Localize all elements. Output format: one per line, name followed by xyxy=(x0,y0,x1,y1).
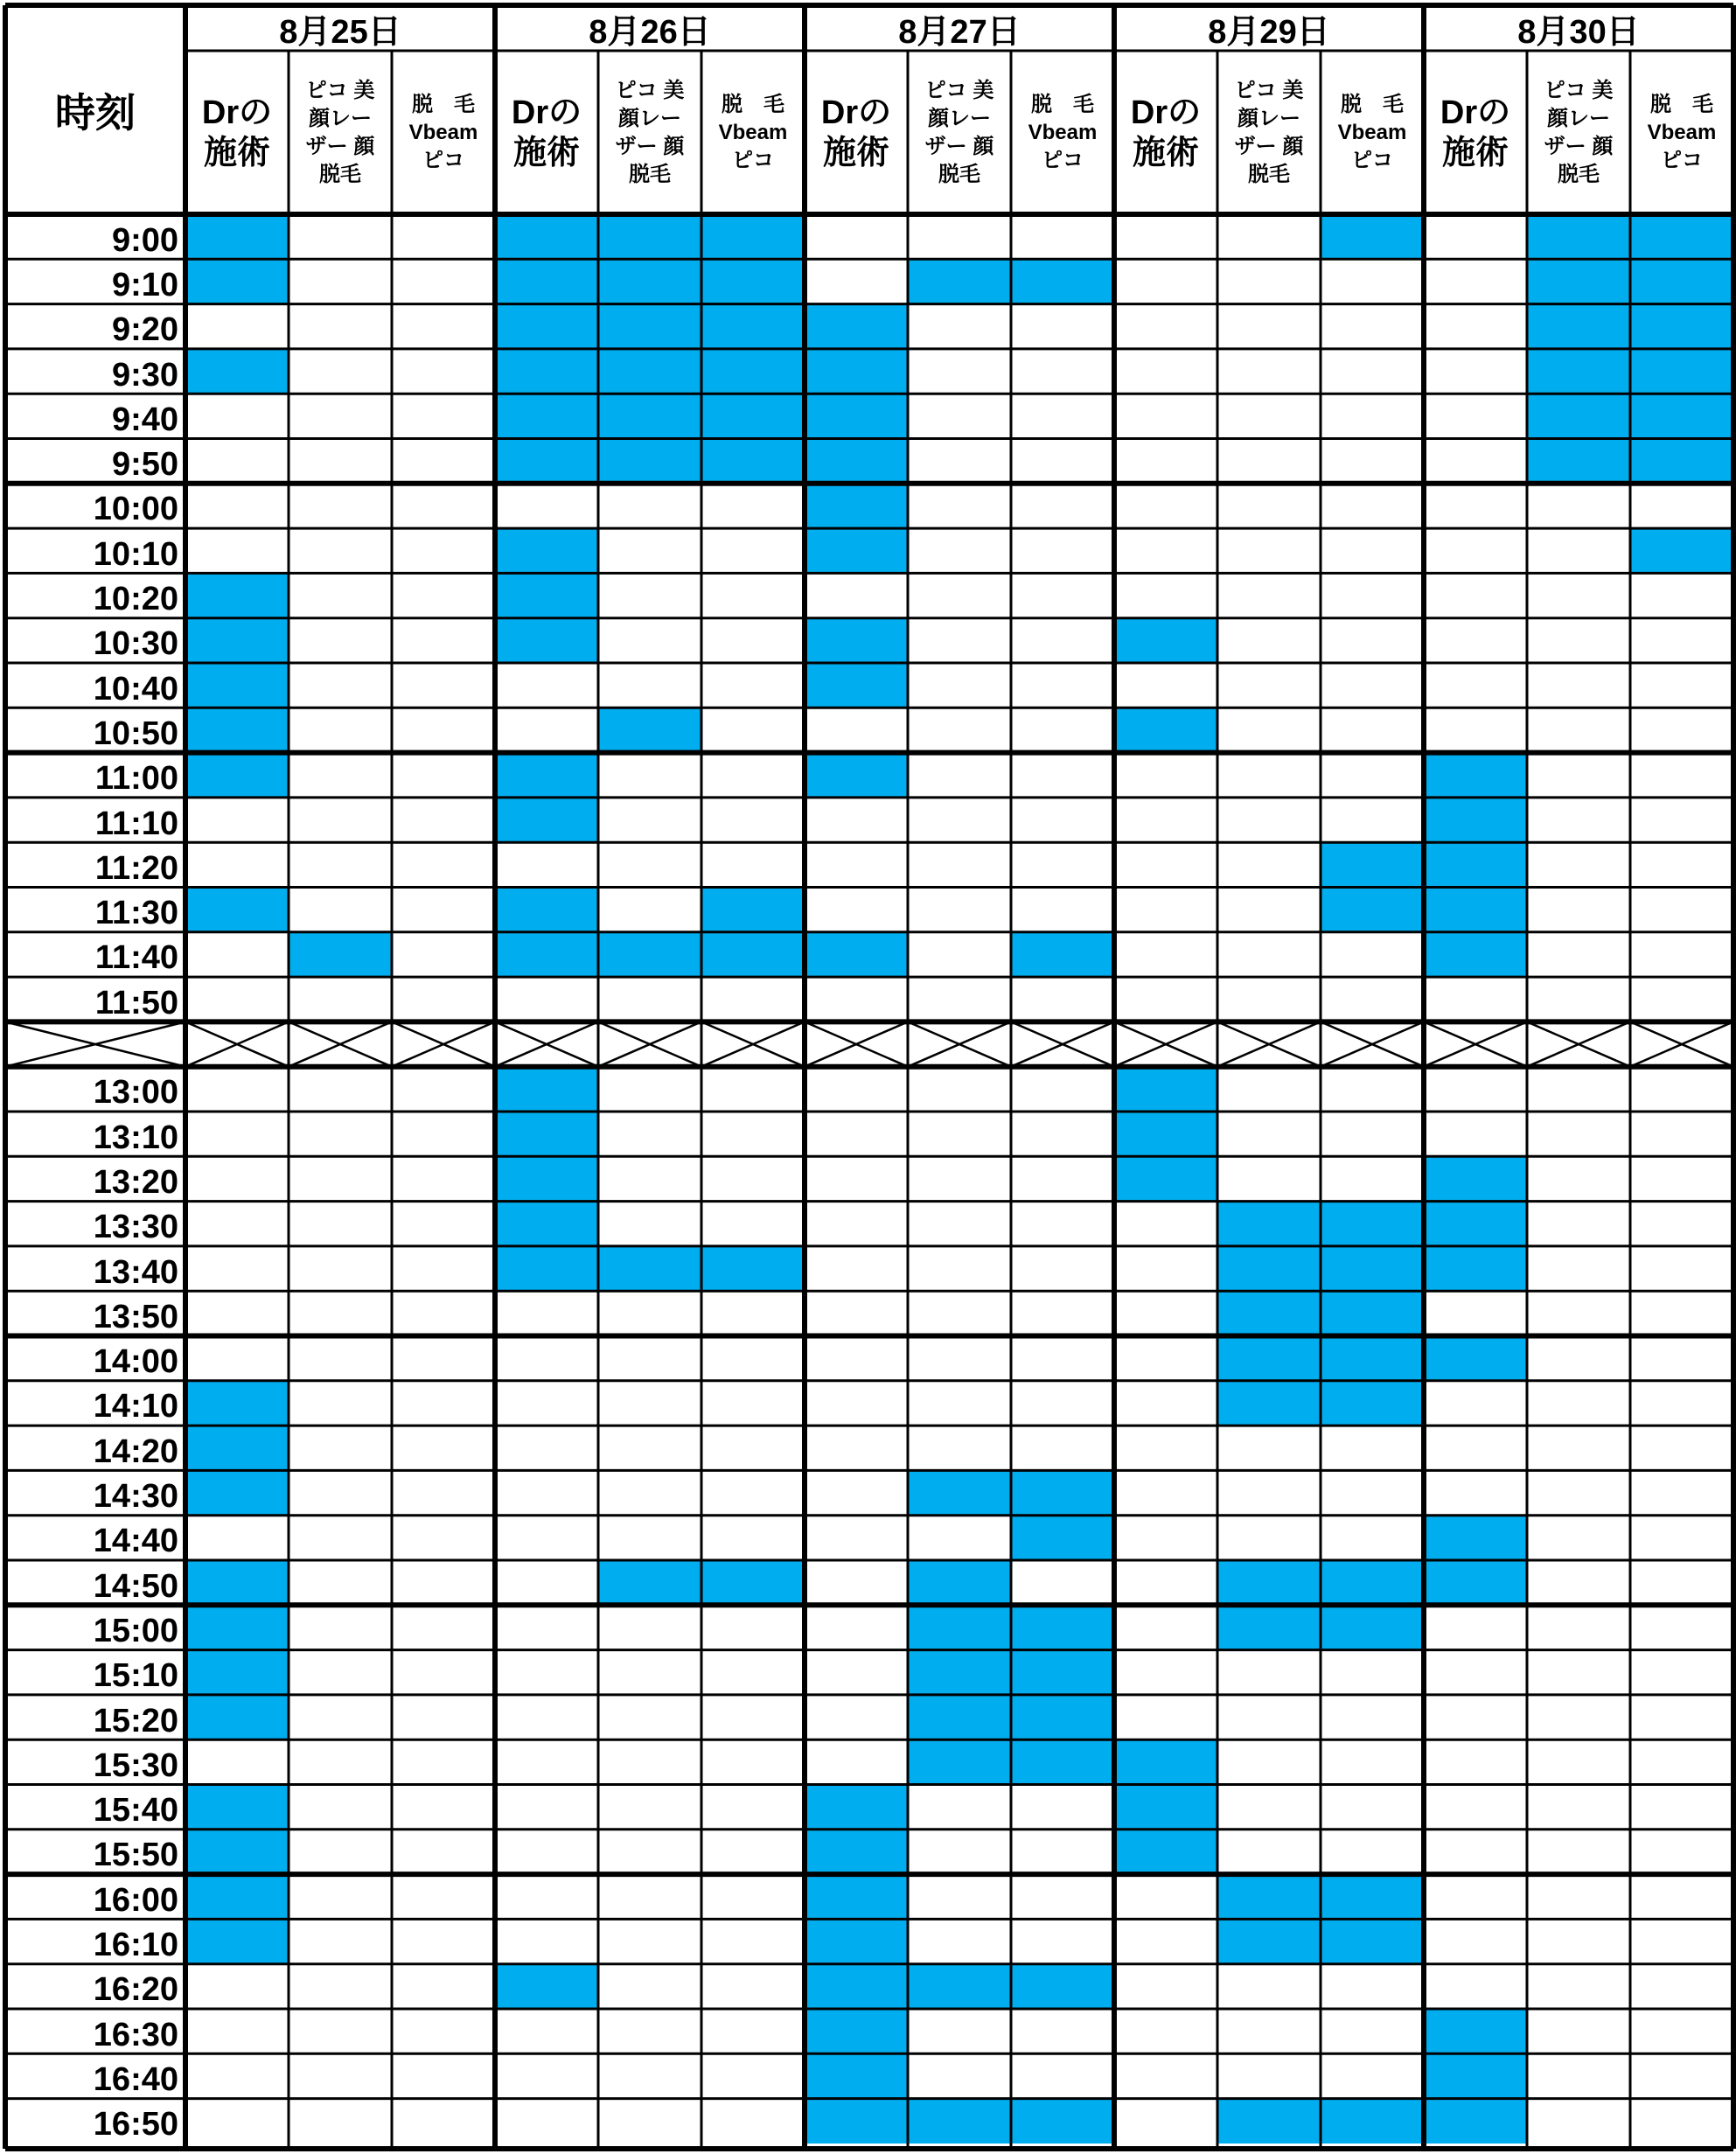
time-label: 13:50 xyxy=(93,1298,178,1335)
column-header-line: ピコ xyxy=(422,148,464,172)
time-label: 14:10 xyxy=(93,1388,178,1426)
time-label: 9:40 xyxy=(111,401,178,438)
column-header-line: 顔レー xyxy=(618,106,681,130)
time-label: 10:20 xyxy=(93,581,178,618)
column-header-line: 脱 毛 xyxy=(722,92,784,116)
column-header-line: ピコ xyxy=(1351,148,1393,172)
time-label: 15:10 xyxy=(93,1657,178,1695)
column-header-line: Vbeam xyxy=(1028,120,1098,144)
column-header-line: 脱 毛 xyxy=(1650,92,1713,116)
time-label: 16:00 xyxy=(93,1881,178,1919)
time-label: 10:30 xyxy=(93,625,178,663)
column-header-line: 脱毛 xyxy=(1248,162,1290,186)
column-header-line: ピコ xyxy=(1661,148,1703,172)
time-label: 15:40 xyxy=(93,1792,178,1830)
column-header-line: 施術 xyxy=(1441,134,1509,171)
column-header-line: 脱 毛 xyxy=(412,92,475,116)
time-label: 16:20 xyxy=(93,1971,178,2009)
date-header: 8月30日 xyxy=(1517,13,1640,51)
column-header-line: ピコ 美 xyxy=(924,78,994,102)
time-label: 15:50 xyxy=(93,1837,178,1874)
time-label: 16:10 xyxy=(93,1927,178,1964)
time-label: 13:20 xyxy=(93,1163,178,1201)
date-header: 8月29日 xyxy=(1208,13,1330,51)
column-header-line: Drの xyxy=(1130,94,1202,131)
column-header-line: ピコ xyxy=(732,148,774,172)
time-label: 16:30 xyxy=(93,2016,178,2053)
column-header-line: Vbeam xyxy=(718,120,788,144)
time-label: 14:00 xyxy=(93,1343,178,1381)
time-label: 10:10 xyxy=(93,535,178,573)
time-label: 11:50 xyxy=(94,984,178,1021)
column-header-line: 脱毛 xyxy=(938,162,980,186)
column-header-line: ピコ xyxy=(1042,148,1084,172)
column-header-line: 脱毛 xyxy=(1558,162,1600,186)
column-header-line: 施術 xyxy=(1132,134,1199,171)
time-label: 11:30 xyxy=(94,895,178,932)
column-header-line: 顔レー xyxy=(1238,106,1300,130)
column-header-line: ピコ 美 xyxy=(1544,78,1614,102)
column-header-line: 施術 xyxy=(512,134,580,171)
time-label: 13:10 xyxy=(93,1119,178,1156)
column-header-line: 脱毛 xyxy=(629,162,671,186)
time-label: 14:40 xyxy=(93,1523,178,1560)
column-header-line: ピコ 美 xyxy=(615,78,685,102)
time-label: 9:30 xyxy=(111,356,178,394)
time-column-header: 時刻 xyxy=(55,89,136,136)
time-label: 10:00 xyxy=(93,491,178,528)
column-header-line: 施術 xyxy=(822,134,889,171)
column-header-line: ザー 顔 xyxy=(1234,134,1304,158)
column-header-line: Vbeam xyxy=(1647,120,1717,144)
column-header-line: Vbeam xyxy=(1337,120,1407,144)
date-header: 8月26日 xyxy=(589,13,711,51)
time-label: 11:00 xyxy=(94,760,178,798)
date-header: 8月25日 xyxy=(279,13,401,51)
time-label: 13:00 xyxy=(93,1074,178,1112)
column-header-line: 脱 毛 xyxy=(1031,92,1094,116)
time-label: 11:20 xyxy=(94,849,178,887)
column-header-line: ザー 顔 xyxy=(1544,134,1614,158)
column-header-line: 顔レー xyxy=(309,106,372,130)
date-header: 8月27日 xyxy=(898,13,1021,51)
time-label: 13:40 xyxy=(93,1253,178,1291)
time-label: 16:50 xyxy=(93,2106,178,2144)
column-header-line: Drの xyxy=(820,94,892,131)
column-header-line: 施術 xyxy=(203,134,270,171)
column-header-line: Vbeam xyxy=(408,120,478,144)
column-header-line: Drの xyxy=(1440,94,1511,131)
column-header-line: ザー 顔 xyxy=(924,134,994,158)
column-header-line: ザー 顔 xyxy=(615,134,685,158)
column-header-line: Drの xyxy=(511,94,582,131)
time-label: 14:50 xyxy=(93,1567,178,1605)
time-label: 9:00 xyxy=(111,221,178,259)
time-label: 9:50 xyxy=(111,446,178,484)
time-label: 9:20 xyxy=(111,311,178,349)
time-label: 15:20 xyxy=(93,1702,178,1739)
column-header-line: 脱毛 xyxy=(319,162,361,186)
time-label: 11:10 xyxy=(94,805,178,842)
column-header-line: Drの xyxy=(201,94,273,131)
time-label: 15:00 xyxy=(93,1612,178,1649)
time-label: 10:50 xyxy=(93,715,178,752)
column-header-line: ピコ 美 xyxy=(305,78,375,102)
column-header-line: ザー 顔 xyxy=(305,134,375,158)
column-header-line: 顔レー xyxy=(928,106,991,130)
time-label: 10:40 xyxy=(93,670,178,708)
time-label: 14:30 xyxy=(93,1478,178,1516)
time-label: 11:40 xyxy=(94,939,178,977)
time-label: 13:30 xyxy=(93,1209,178,1246)
column-header-line: ピコ 美 xyxy=(1234,78,1304,102)
time-label: 15:30 xyxy=(93,1746,178,1784)
time-label: 14:20 xyxy=(93,1433,178,1470)
column-header-line: 脱 毛 xyxy=(1341,92,1404,116)
column-header-line: 顔レー xyxy=(1547,106,1610,130)
time-label: 16:40 xyxy=(93,2060,178,2098)
time-label: 9:10 xyxy=(111,266,178,303)
